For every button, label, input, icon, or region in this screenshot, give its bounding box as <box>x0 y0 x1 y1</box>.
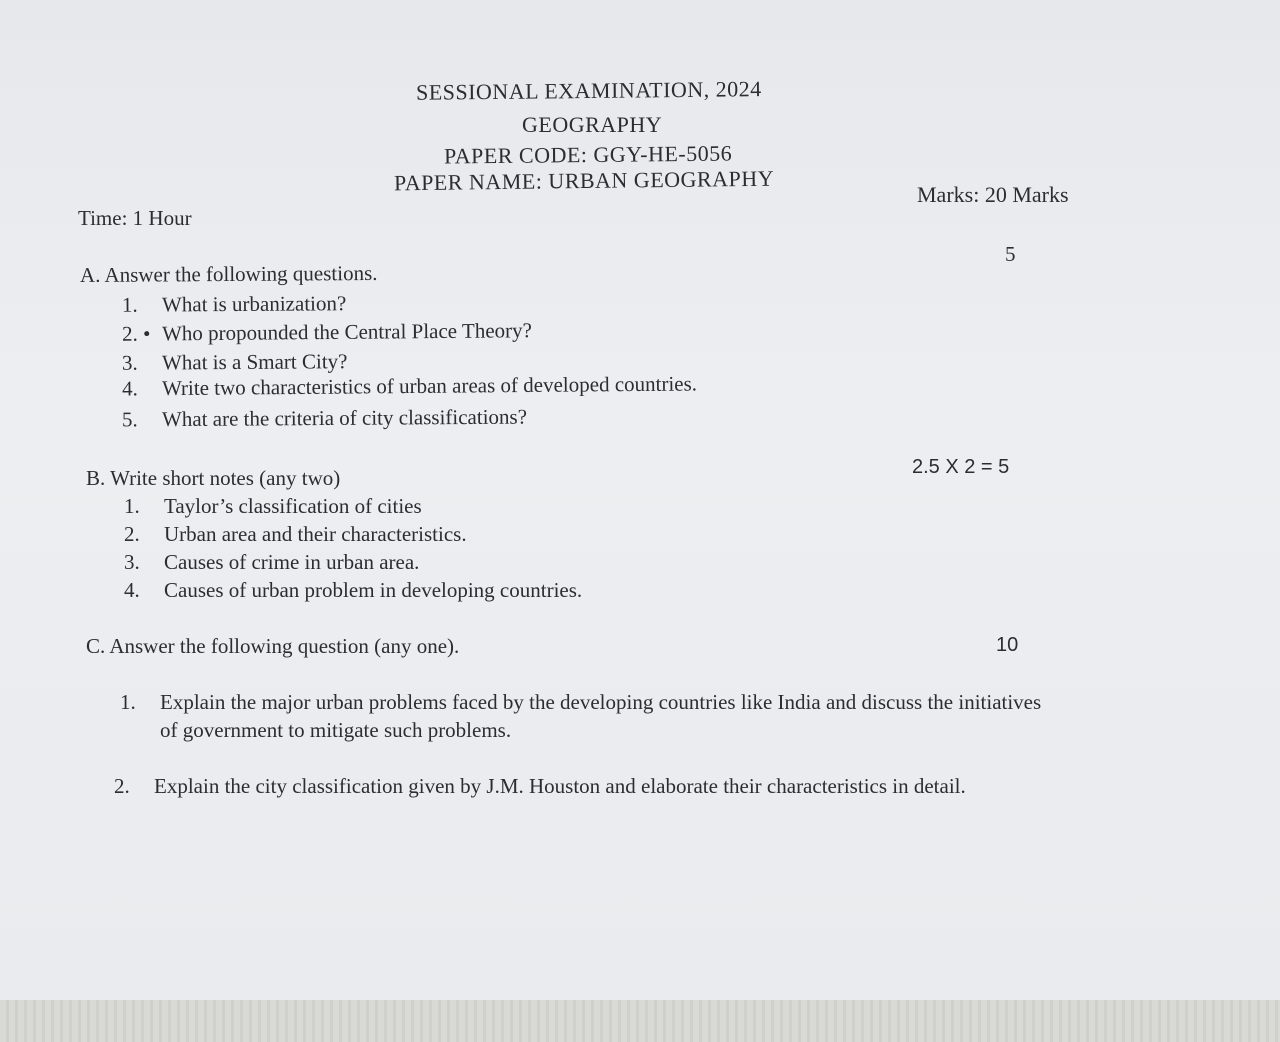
question-text: What is urbanization? <box>161 291 347 317</box>
question-text: Explain the city classification given by J.M. Houston and elaborate their characteristics in detail. <box>154 774 966 798</box>
question-text: Write two characteristics of urban areas of developed countries. <box>161 371 698 401</box>
question-number: 2. <box>124 522 140 546</box>
question-number: 3. <box>121 350 138 375</box>
question-number: 2. • <box>121 321 151 346</box>
section-a-heading: A. Answer the following questions. <box>79 260 378 288</box>
list-item <box>124 550 419 575</box>
section-b-marks: 2.5 X 2 = 5 <box>912 456 1010 478</box>
question-text: Urban area and their characteristics. <box>164 522 467 546</box>
section-b-heading: B. Write short notes (any two) <box>86 466 341 490</box>
exam-title: SESSIONAL EXAMINATION, 2024 <box>415 76 762 105</box>
question-number: 2. <box>114 774 130 798</box>
paper-edge <box>0 1000 1280 1042</box>
list-item <box>122 291 346 318</box>
question-continuation: of government to mitigate such problems. <box>160 718 512 742</box>
list-item <box>124 494 422 519</box>
paper-code: PAPER CODE: GGY-HE-5056 <box>443 140 733 169</box>
list-item <box>122 371 697 401</box>
question-text: Explain the major urban problems faced by the developing countries like India and discuss the initiatives <box>160 690 1042 714</box>
time-label: Time: 1 Hour <box>78 206 192 230</box>
question-text: What are the criteria of city classifications? <box>161 404 528 432</box>
section-a-marks: 5 <box>1005 242 1016 266</box>
question-text: Taylor’s classification of cities <box>164 494 422 518</box>
list-item <box>122 349 348 376</box>
question-text: Causes of urban problem in developing countries. <box>164 578 583 602</box>
section-c-heading: C. Answer the following question (any one). <box>86 634 460 658</box>
question-text: What is a Smart City? <box>161 349 348 375</box>
question-number: 1. <box>124 494 140 518</box>
list-item <box>122 318 532 347</box>
list-item <box>114 774 966 799</box>
question-text: Causes of crime in urban area. <box>164 550 420 574</box>
question-number: 1. <box>120 690 136 714</box>
section-c-marks: 10 <box>996 634 1019 656</box>
list-item <box>124 522 467 547</box>
question-text: Who propounded the Central Place Theory? <box>161 318 533 346</box>
paper-name: PAPER NAME: URBAN GEOGRAPHY <box>393 165 775 196</box>
list-item <box>122 405 527 433</box>
question-number: 3. <box>124 550 140 574</box>
marks-label: Marks: 20 Marks <box>917 182 1069 207</box>
subject-title: GEOGRAPHY <box>522 112 663 137</box>
question-number: 1. <box>121 292 138 317</box>
list-item <box>120 690 1041 715</box>
question-number: 4. <box>124 578 140 602</box>
question-number: 4. <box>121 376 138 401</box>
list-item <box>124 578 582 603</box>
question-number: 5. <box>121 407 138 432</box>
